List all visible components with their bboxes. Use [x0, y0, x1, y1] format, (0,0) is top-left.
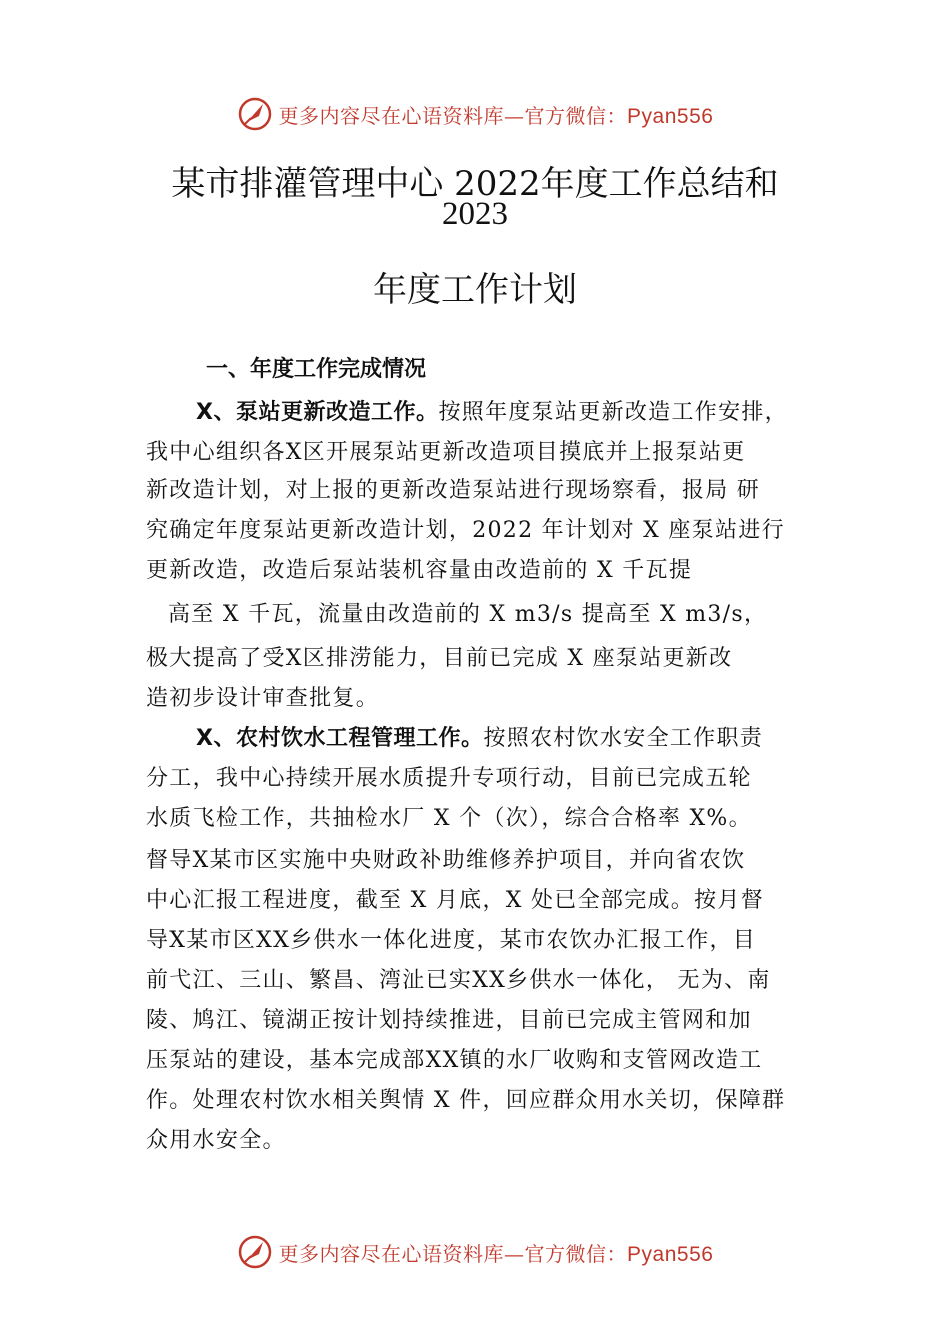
section-heading: 一、年度工作完成情况	[206, 357, 427, 382]
paragraph-line: X、泵站更新改造工作。按照年度泵站更新改造工作安排，	[196, 400, 788, 425]
paragraph-line: 督导X某市区实施中央财政补助维修养护项目，并向省农饮	[146, 848, 746, 873]
paragraph-line: 中心汇报工程进度，截至 X 月底，X 处已全部完成。按月督	[146, 888, 765, 913]
paragraph-lead: X、泵站更新改造工作。	[196, 400, 439, 425]
paragraph-line: 压泵站的建设，基本完成部XX镇的水厂收购和支管网改造工	[146, 1048, 763, 1073]
wechat-id: Pyan556	[627, 1242, 714, 1266]
paragraph-line: 分工，我中心持续开展水质提升专项行动，目前已完成五轮	[146, 766, 752, 791]
paragraph-line: 导X某市区XX乡供水一体化进度，某市农饮办汇报工作，目	[146, 928, 757, 953]
watermark-text: 更多内容尽在心语资料库—官方微信：Pyan556	[278, 103, 714, 128]
paragraph-line: 陵、鸠江、镜湖正按计划持续推进，目前已完成主管网和加	[146, 1008, 752, 1033]
paragraph-line: 究确定年度泵站更新改造计划，2022 年计划对 X 座泵站进行	[146, 518, 785, 543]
paragraph-line: X、农村饮水工程管理工作。按照农村饮水安全工作职责	[196, 726, 764, 751]
document-title-line3: 年度工作计划	[373, 270, 577, 310]
paragraph-line: 我中心组织各X区开展泵站更新改造项目摸底并上报泵站更	[146, 440, 746, 465]
quill-seal-icon	[237, 96, 273, 132]
wechat-id: Pyan556	[627, 104, 714, 128]
document-title-line2: 2023	[442, 196, 508, 232]
paragraph-line: 高至 X 千瓦，流量由改造前的 X m3/s 提高至 X m3/s，	[168, 602, 768, 627]
paragraph-line: 更新改造，改造后泵站装机容量由改造前的 X 千瓦提	[146, 558, 693, 583]
watermark-banner-top	[0, 94, 950, 134]
paragraph-line: 造初步设计审查批复。	[146, 686, 380, 711]
paragraph-line: 作。处理农村饮水相关舆情 X 件，回应群众用水关切，保障群	[146, 1088, 786, 1113]
quill-seal-icon	[237, 1234, 273, 1270]
paragraph-lead: X、农村饮水工程管理工作。	[196, 726, 484, 751]
watermark-banner-bottom	[0, 1232, 950, 1272]
paragraph-line: 新改造计划，对上报的更新改造泵站进行现场察看，报局 研	[146, 478, 761, 503]
paragraph-line: 前弋江、三山、繁昌、湾沚已实XX乡供水一体化， 无为、南	[146, 968, 771, 993]
watermark-text: 更多内容尽在心语资料库—官方微信：Pyan556	[278, 1241, 714, 1266]
document-title-line1: 某市排灌管理中心 2022年度工作总结和	[171, 164, 779, 204]
paragraph-line: 极大提高了受X区排涝能力，目前已完成 X 座泵站更新改	[146, 646, 733, 671]
paragraph-line: 众用水安全。	[146, 1128, 286, 1153]
paragraph-line: 水质飞检工作，共抽检水厂 X 个（次），综合合格率 X%。	[146, 806, 752, 831]
